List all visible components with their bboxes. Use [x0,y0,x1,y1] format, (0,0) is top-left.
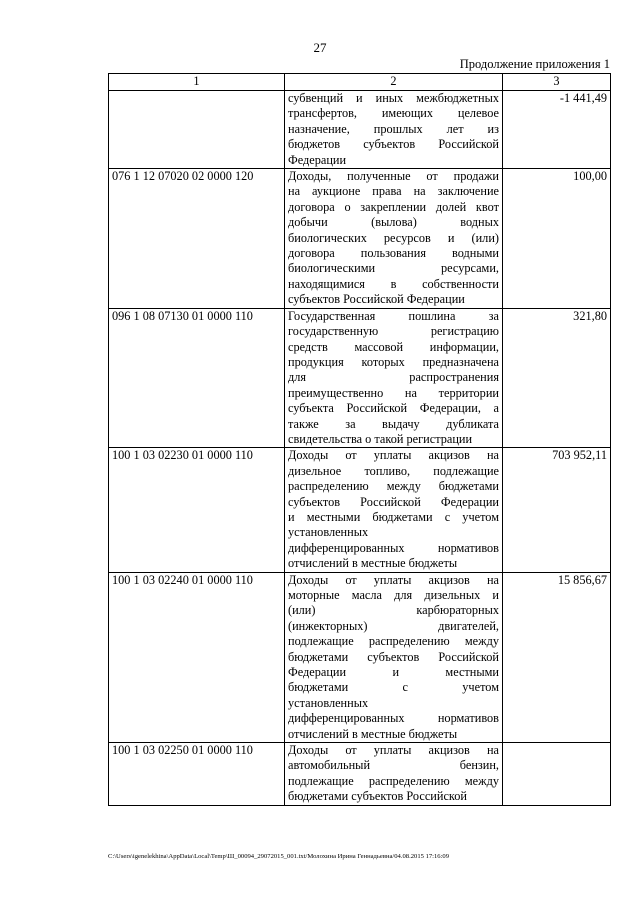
table-row [109,308,611,448]
description-line: моторные масла для дизельных и [288,588,499,602]
description-line: субвенций и иных межбюджетных [288,91,499,105]
description-line: Доходы, полученные от продажи [288,169,499,184]
description-line: (или) карбюраторных [288,603,499,618]
description-line: бюджетов субъектов Российской [288,137,499,152]
description-line: договора пользования водными [288,246,499,261]
description-line: бюджетами с учетом [288,680,499,695]
amount-cell: -1 441,49 [503,91,611,169]
budget-code-cell: 100 1 03 02250 01 0000 110 [109,743,285,806]
description-line: субъектов Российской Федерации [288,292,465,307]
description-line: также за выдачу дубликата [288,416,499,431]
budget-code-cell: 096 1 08 07130 01 0000 110 [109,308,285,448]
table-row [109,448,611,572]
description-line: Федерации [288,152,347,167]
table-body [109,91,611,806]
description-line: биологических ресурсов и (или) [288,230,499,245]
description-line: преимущественно на территории [288,385,499,400]
table-row [109,572,611,742]
description-line: дизельное топливо, подлежащие [288,463,499,478]
description-line: продукция которых предназначена [288,354,499,369]
description-line: субъектов Российской Федерации [288,494,499,509]
description-line: Доходы от уплаты акцизов на [288,572,499,587]
description-line: распределению между бюджетами [288,479,499,494]
amount-cell: 703 952,11 [503,448,611,572]
description-line: подлежащие распределению между [288,773,499,788]
description-cell [285,572,503,742]
description-line: дифференцированных нормативов [288,711,499,726]
description-cell [285,169,503,309]
table-row [109,91,611,169]
budget-code-cell: 100 1 03 02230 01 0000 110 [109,448,285,572]
description-line: на аукционе права на заключение [288,184,499,199]
description-line: добычи (вылова) водных [288,215,499,230]
budget-code-cell: 076 1 12 07020 02 0000 120 [109,169,285,309]
amount-cell: 100,00 [503,169,611,309]
table-row [109,743,611,806]
column-header-1: 1 [109,74,285,91]
description-line: установленных [288,525,369,540]
description-line: для распространения [288,370,499,385]
description-line: Государственная пошлина за [288,308,499,323]
table-header-row [109,74,611,91]
description-line: находящимися в собственности [288,276,499,291]
description-line: бюджетами субъектов Российской [288,649,499,664]
continuation-label: Продолжение приложения 1 [459,57,610,71]
budget-table [108,73,611,806]
budget-code-cell [109,91,285,169]
column-header-3: 3 [503,74,611,91]
description-line: государственную регистрацию [288,324,499,339]
description-line: биологическими ресурсами, [288,261,499,276]
description-line: субъекта Российской Федерации, а [288,401,499,416]
table-row [109,169,611,309]
file-path-footer: C:\Users\igenelekhina\AppData\Local\Temp\Ш_00094_29072015_001.txt/Молохина Ирина Геннадьевна/04.08.2015 17:16:09 [108,853,450,860]
amount-cell: 15 856,67 [503,572,611,742]
amount-cell [503,743,611,806]
description-cell [285,743,503,806]
description-cell [285,448,503,572]
description-line: Доходы от уплаты акцизов на [288,743,499,758]
description-line: свидетельства о такой регистрации [288,431,473,446]
column-header-2: 2 [285,74,503,91]
description-line: Доходы от уплаты акцизов на [288,448,499,463]
page-number: 27 [313,40,327,55]
description-line: и местными бюджетами с учетом [288,509,499,524]
description-line: договора о закреплении долей квот [288,199,499,214]
description-line: (инжекторных) двигателей, [288,618,499,633]
description-line: отчислений в местные бюджеты [288,726,458,741]
description-line: средств массовой информации, [288,339,499,354]
description-line: установленных [288,695,369,710]
description-line: Федерации и местными [288,665,499,680]
description-cell [285,308,503,448]
description-line: бюджетами субъектов Российской [288,789,467,804]
budget-code-cell: 100 1 03 02240 01 0000 110 [109,572,285,742]
description-line: дифференцированных нормативов [288,540,499,555]
description-line: назначение, прошлых лет из [288,121,499,136]
amount-cell: 321,80 [503,308,611,448]
description-line: отчислений в местные бюджеты [288,556,458,571]
description-cell [285,91,503,169]
description-line: подлежащие распределению между [288,634,499,649]
description-line: трансфертов, имеющих целевое [288,106,499,121]
description-line: автомобильный бензин, [288,758,499,773]
